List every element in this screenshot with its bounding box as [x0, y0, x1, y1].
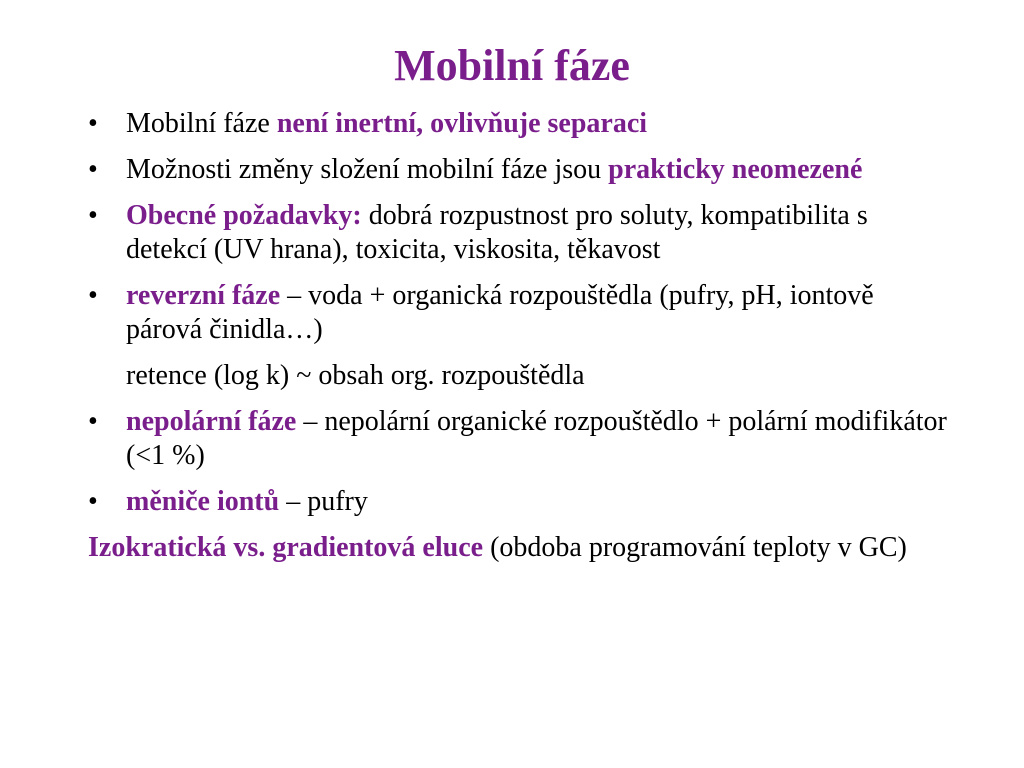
slide-content: [88, 107, 948, 577]
bullet-item: [88, 485, 948, 519]
bullet-glyph: •: [88, 280, 98, 311]
final-rest: (obdoba programování teploty v GC): [483, 532, 907, 563]
slide-title: Mobilní fáze: [394, 41, 630, 90]
bullet-item: [88, 153, 948, 187]
item-emphasis: nepolární fáze: [126, 406, 297, 437]
bullet-item: [88, 107, 948, 141]
bullet-item: [88, 405, 948, 473]
item-emphasis: reverzní fáze: [126, 280, 281, 311]
final-emphasis: Izokratická vs. gradientová eluce: [88, 532, 484, 563]
item-rest: – nepolární organické rozpouštědlo + polární modifikátor (<1 %): [126, 406, 947, 471]
item-emphasis: Obecné požadavky:: [126, 200, 362, 231]
final-paragraph: [88, 531, 948, 565]
item-text: Mobilní fáze: [126, 108, 277, 139]
bullet-glyph: •: [88, 154, 98, 185]
item-emphasis: není inertní, ovlivňuje separaci: [276, 108, 648, 139]
item-rest: – voda + organická rozpouštědla (pufry, pH, iontově párová činidla…): [126, 280, 874, 345]
bullet-glyph: •: [88, 200, 98, 231]
item-rest: – pufry: [279, 486, 368, 517]
item-emphasis: měniče iontů: [126, 486, 280, 517]
bullet-glyph: •: [88, 406, 98, 437]
item-emphasis: prakticky neomezené: [608, 154, 863, 185]
item-text: Možnosti změny složení mobilní fáze jsou: [126, 154, 609, 185]
indented-line: retence (log k) ~ obsah org. rozpouštědla: [126, 360, 585, 391]
bullet-glyph: •: [88, 108, 98, 139]
item-rest: dobrá rozpustnost pro soluty, kompatibilita s detekcí (UV hrana), toxicita, viskosita, těkavost: [126, 200, 868, 265]
bullet-item: [88, 279, 948, 347]
bullet-glyph: •: [88, 486, 98, 517]
bullet-item: [88, 199, 948, 267]
